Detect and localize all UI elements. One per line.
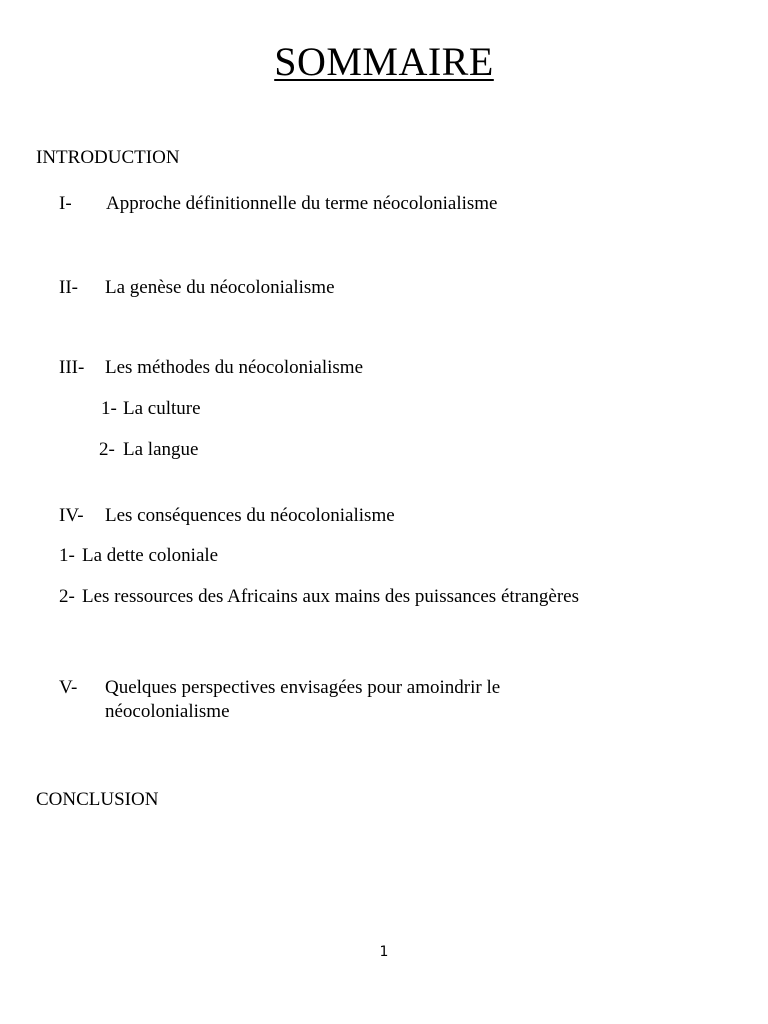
- section-4-number: IV-: [59, 505, 84, 526]
- section-5-title-line-1: Quelques perspectives envisagées pour amoindrir le: [105, 677, 501, 698]
- section-5-title-line-2: néocolonialisme: [105, 701, 230, 722]
- page-title: SOMMAIRE: [274, 39, 494, 84]
- section-2-number: II-: [59, 277, 78, 298]
- section-4-title: Les conséquences du néocolonialisme: [105, 505, 395, 526]
- section-4-sub-1-title: La dette coloniale: [82, 545, 219, 566]
- section-3-sub-2-number: 2-: [99, 439, 115, 460]
- section-3-sub-1-number: 1-: [101, 398, 117, 419]
- section-2-title: La genèse du néocolonialisme: [105, 277, 335, 298]
- section-3-sub-2-title: La langue: [123, 439, 199, 460]
- section-4-sub-2-number: 2-: [59, 586, 75, 607]
- section-5-number: V-: [59, 677, 78, 698]
- introduction-heading: INTRODUCTION: [36, 147, 180, 168]
- section-3-number: III-: [59, 357, 85, 378]
- section-4-sub-2-title: Les ressources des Africains aux mains des puissances étrangères: [82, 586, 580, 607]
- page-number: 1: [379, 944, 389, 960]
- section-3-sub-1-title: La culture: [123, 398, 201, 419]
- section-1-title: Approche définitionnelle du terme néocolonialisme: [106, 193, 498, 214]
- section-3-title: Les méthodes du néocolonialisme: [105, 357, 364, 378]
- section-4-sub-1-number: 1-: [59, 545, 75, 566]
- conclusion-heading: CONCLUSION: [36, 789, 159, 810]
- section-1-number: I-: [59, 193, 72, 214]
